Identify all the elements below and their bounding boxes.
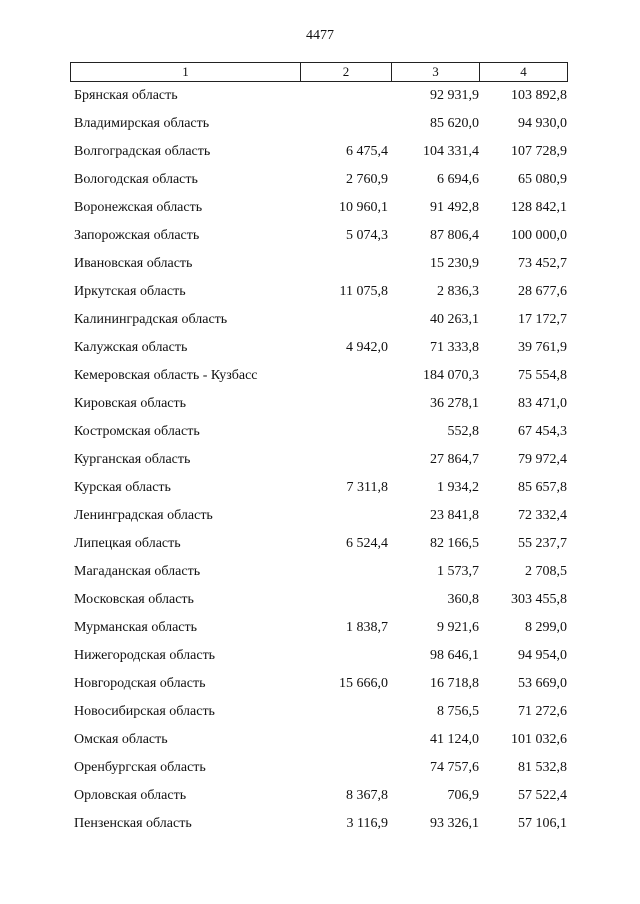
column-3-cell: 552,8 (447, 424, 479, 439)
column-4-cell: 57 106,1 (518, 816, 567, 831)
column-3-cell: 15 230,9 (430, 256, 479, 271)
column-3-cell: 87 806,4 (430, 228, 479, 243)
table-row (0, 812, 640, 840)
column-4-cell: 128 842,1 (511, 200, 567, 215)
column-4-cell: 73 452,7 (518, 256, 567, 271)
column-2-cell: 4 942,0 (346, 340, 388, 355)
region-name-cell: Кировская область (74, 396, 187, 411)
table-row (0, 364, 640, 392)
column-4-cell: 94 930,0 (518, 116, 567, 131)
column-4-cell: 65 080,9 (518, 172, 567, 187)
column-3-cell: 85 620,0 (430, 116, 479, 131)
region-name-cell: Оренбургская область (74, 760, 206, 775)
table-row (0, 728, 640, 756)
table-row (0, 308, 640, 336)
column-3-cell: 27 864,7 (430, 452, 479, 467)
table-row (0, 504, 640, 532)
region-name-cell: Омская область (74, 732, 168, 747)
column-3-cell: 40 263,1 (430, 312, 479, 327)
column-3-cell: 1 934,2 (437, 480, 479, 495)
region-name-cell: Ленинградская область (74, 508, 213, 523)
region-name-cell: Мурманская область (74, 620, 198, 635)
table-row (0, 168, 640, 196)
column-4-cell: 28 677,6 (518, 284, 567, 299)
table-row (0, 616, 640, 644)
column-4-cell: 83 471,0 (518, 396, 567, 411)
table-row (0, 532, 640, 560)
column-2-cell: 8 367,8 (346, 788, 388, 803)
column-4-cell: 81 532,8 (518, 760, 567, 775)
column-4-cell: 57 522,4 (518, 788, 567, 803)
region-name-cell: Иркутская область (74, 284, 186, 299)
column-4-cell: 75 554,8 (518, 368, 567, 383)
column-3-cell: 2 836,3 (437, 284, 479, 299)
column-3-cell: 184 070,3 (423, 368, 479, 383)
page-number: 4477 (306, 28, 334, 43)
table-row (0, 140, 640, 168)
table-row (0, 336, 640, 364)
column-3-cell: 104 331,4 (423, 144, 479, 159)
column-4-cell: 67 454,3 (518, 424, 567, 439)
column-3-cell: 360,8 (447, 592, 479, 607)
table-row (0, 756, 640, 784)
column-4-cell: 103 892,8 (511, 88, 567, 103)
column-2-cell: 2 760,9 (346, 172, 388, 187)
region-name-cell: Владимирская область (74, 116, 210, 131)
column-2-cell: 3 116,9 (346, 816, 388, 831)
table-row (0, 84, 640, 112)
table-row (0, 700, 640, 728)
column-2-cell: 15 666,0 (339, 676, 388, 691)
column-3-cell: 74 757,6 (430, 760, 479, 775)
table-body (0, 84, 640, 840)
column-3-cell: 91 492,8 (430, 200, 479, 215)
region-name-cell: Костромская область (74, 424, 200, 439)
table-row (0, 252, 640, 280)
column-3-cell: 92 931,9 (430, 88, 479, 103)
column-4-cell: 94 954,0 (518, 648, 567, 663)
column-2-cell: 5 074,3 (346, 228, 388, 243)
column-3-cell: 71 333,8 (430, 340, 479, 355)
column-3-cell: 9 921,6 (437, 620, 479, 635)
column-3-cell: 93 326,1 (430, 816, 479, 831)
column-header-4: 4 (520, 64, 527, 79)
column-4-cell: 2 708,5 (525, 564, 567, 579)
region-name-cell: Калужская область (74, 340, 188, 355)
region-name-cell: Волгоградская область (74, 144, 211, 159)
region-name-cell: Вологодская область (74, 172, 198, 187)
table-row (0, 112, 640, 140)
column-4-cell: 8 299,0 (525, 620, 567, 635)
region-name-cell: Новосибирская область (74, 704, 215, 719)
table-row (0, 644, 640, 672)
region-name-cell: Новгородская область (74, 676, 206, 691)
column-3-cell: 41 124,0 (430, 732, 479, 747)
column-4-cell: 303 455,8 (511, 592, 567, 607)
column-header-1: 1 (71, 63, 301, 81)
column-3-cell: 706,9 (447, 788, 479, 803)
column-3-cell: 98 646,1 (430, 648, 479, 663)
column-3-cell: 36 278,1 (430, 396, 479, 411)
column-2-cell: 6 475,4 (346, 144, 388, 159)
table-row (0, 224, 640, 252)
column-4-cell: 107 728,9 (511, 144, 567, 159)
column-4-cell: 101 032,6 (511, 732, 567, 747)
column-3-cell: 16 718,8 (430, 676, 479, 691)
region-name-cell: Нижегородская область (74, 648, 216, 663)
region-name-cell: Брянская область (74, 88, 178, 103)
region-name-cell: Ивановская область (74, 256, 193, 271)
column-header-2: 2 (301, 63, 392, 81)
column-2-cell: 7 311,8 (346, 480, 388, 495)
column-3-cell: 8 756,5 (437, 704, 479, 719)
column-2-cell: 10 960,1 (339, 200, 388, 215)
column-4-cell: 100 000,0 (511, 228, 567, 243)
column-3-cell: 82 166,5 (430, 536, 479, 551)
table-row (0, 196, 640, 224)
table-row (0, 392, 640, 420)
column-4-cell: 17 172,7 (518, 312, 567, 327)
region-name-cell: Липецкая область (74, 536, 181, 551)
column-2-cell: 6 524,4 (346, 536, 388, 551)
region-name-cell: Магаданская область (74, 564, 201, 579)
table-row (0, 588, 640, 616)
table-row (0, 448, 640, 476)
column-4-cell: 79 972,4 (518, 452, 567, 467)
region-name-cell: Запорожская область (74, 228, 200, 243)
region-name-cell: Пензенская область (74, 816, 192, 831)
column-4-cell: 53 669,0 (518, 676, 567, 691)
column-2-cell: 11 075,8 (339, 284, 388, 299)
column-4-cell: 55 237,7 (518, 536, 567, 551)
column-3-cell: 23 841,8 (430, 508, 479, 523)
region-name-cell: Орловская область (74, 788, 187, 803)
table-row (0, 280, 640, 308)
table-row (0, 560, 640, 588)
column-3-cell: 6 694,6 (437, 172, 479, 187)
column-4-cell: 85 657,8 (518, 480, 567, 495)
column-4-cell: 71 272,6 (518, 704, 567, 719)
table-row (0, 420, 640, 448)
region-name-cell: Воронежская область (74, 200, 203, 215)
region-name-cell: Калининградская область (74, 312, 228, 327)
region-name-cell: Кемеровская область - Кузбасс (74, 368, 258, 383)
table-row (0, 784, 640, 812)
region-name-cell: Курганская область (74, 452, 191, 467)
table-header (70, 62, 568, 82)
column-4-cell: 72 332,4 (518, 508, 567, 523)
table-row (0, 672, 640, 700)
table-row (0, 476, 640, 504)
column-3-cell: 1 573,7 (437, 564, 479, 579)
column-2-cell: 1 838,7 (346, 620, 388, 635)
region-name-cell: Московская область (74, 592, 194, 607)
column-4-cell: 39 761,9 (518, 340, 567, 355)
region-name-cell: Курская область (74, 480, 171, 495)
column-header-3: 3 (392, 63, 480, 81)
